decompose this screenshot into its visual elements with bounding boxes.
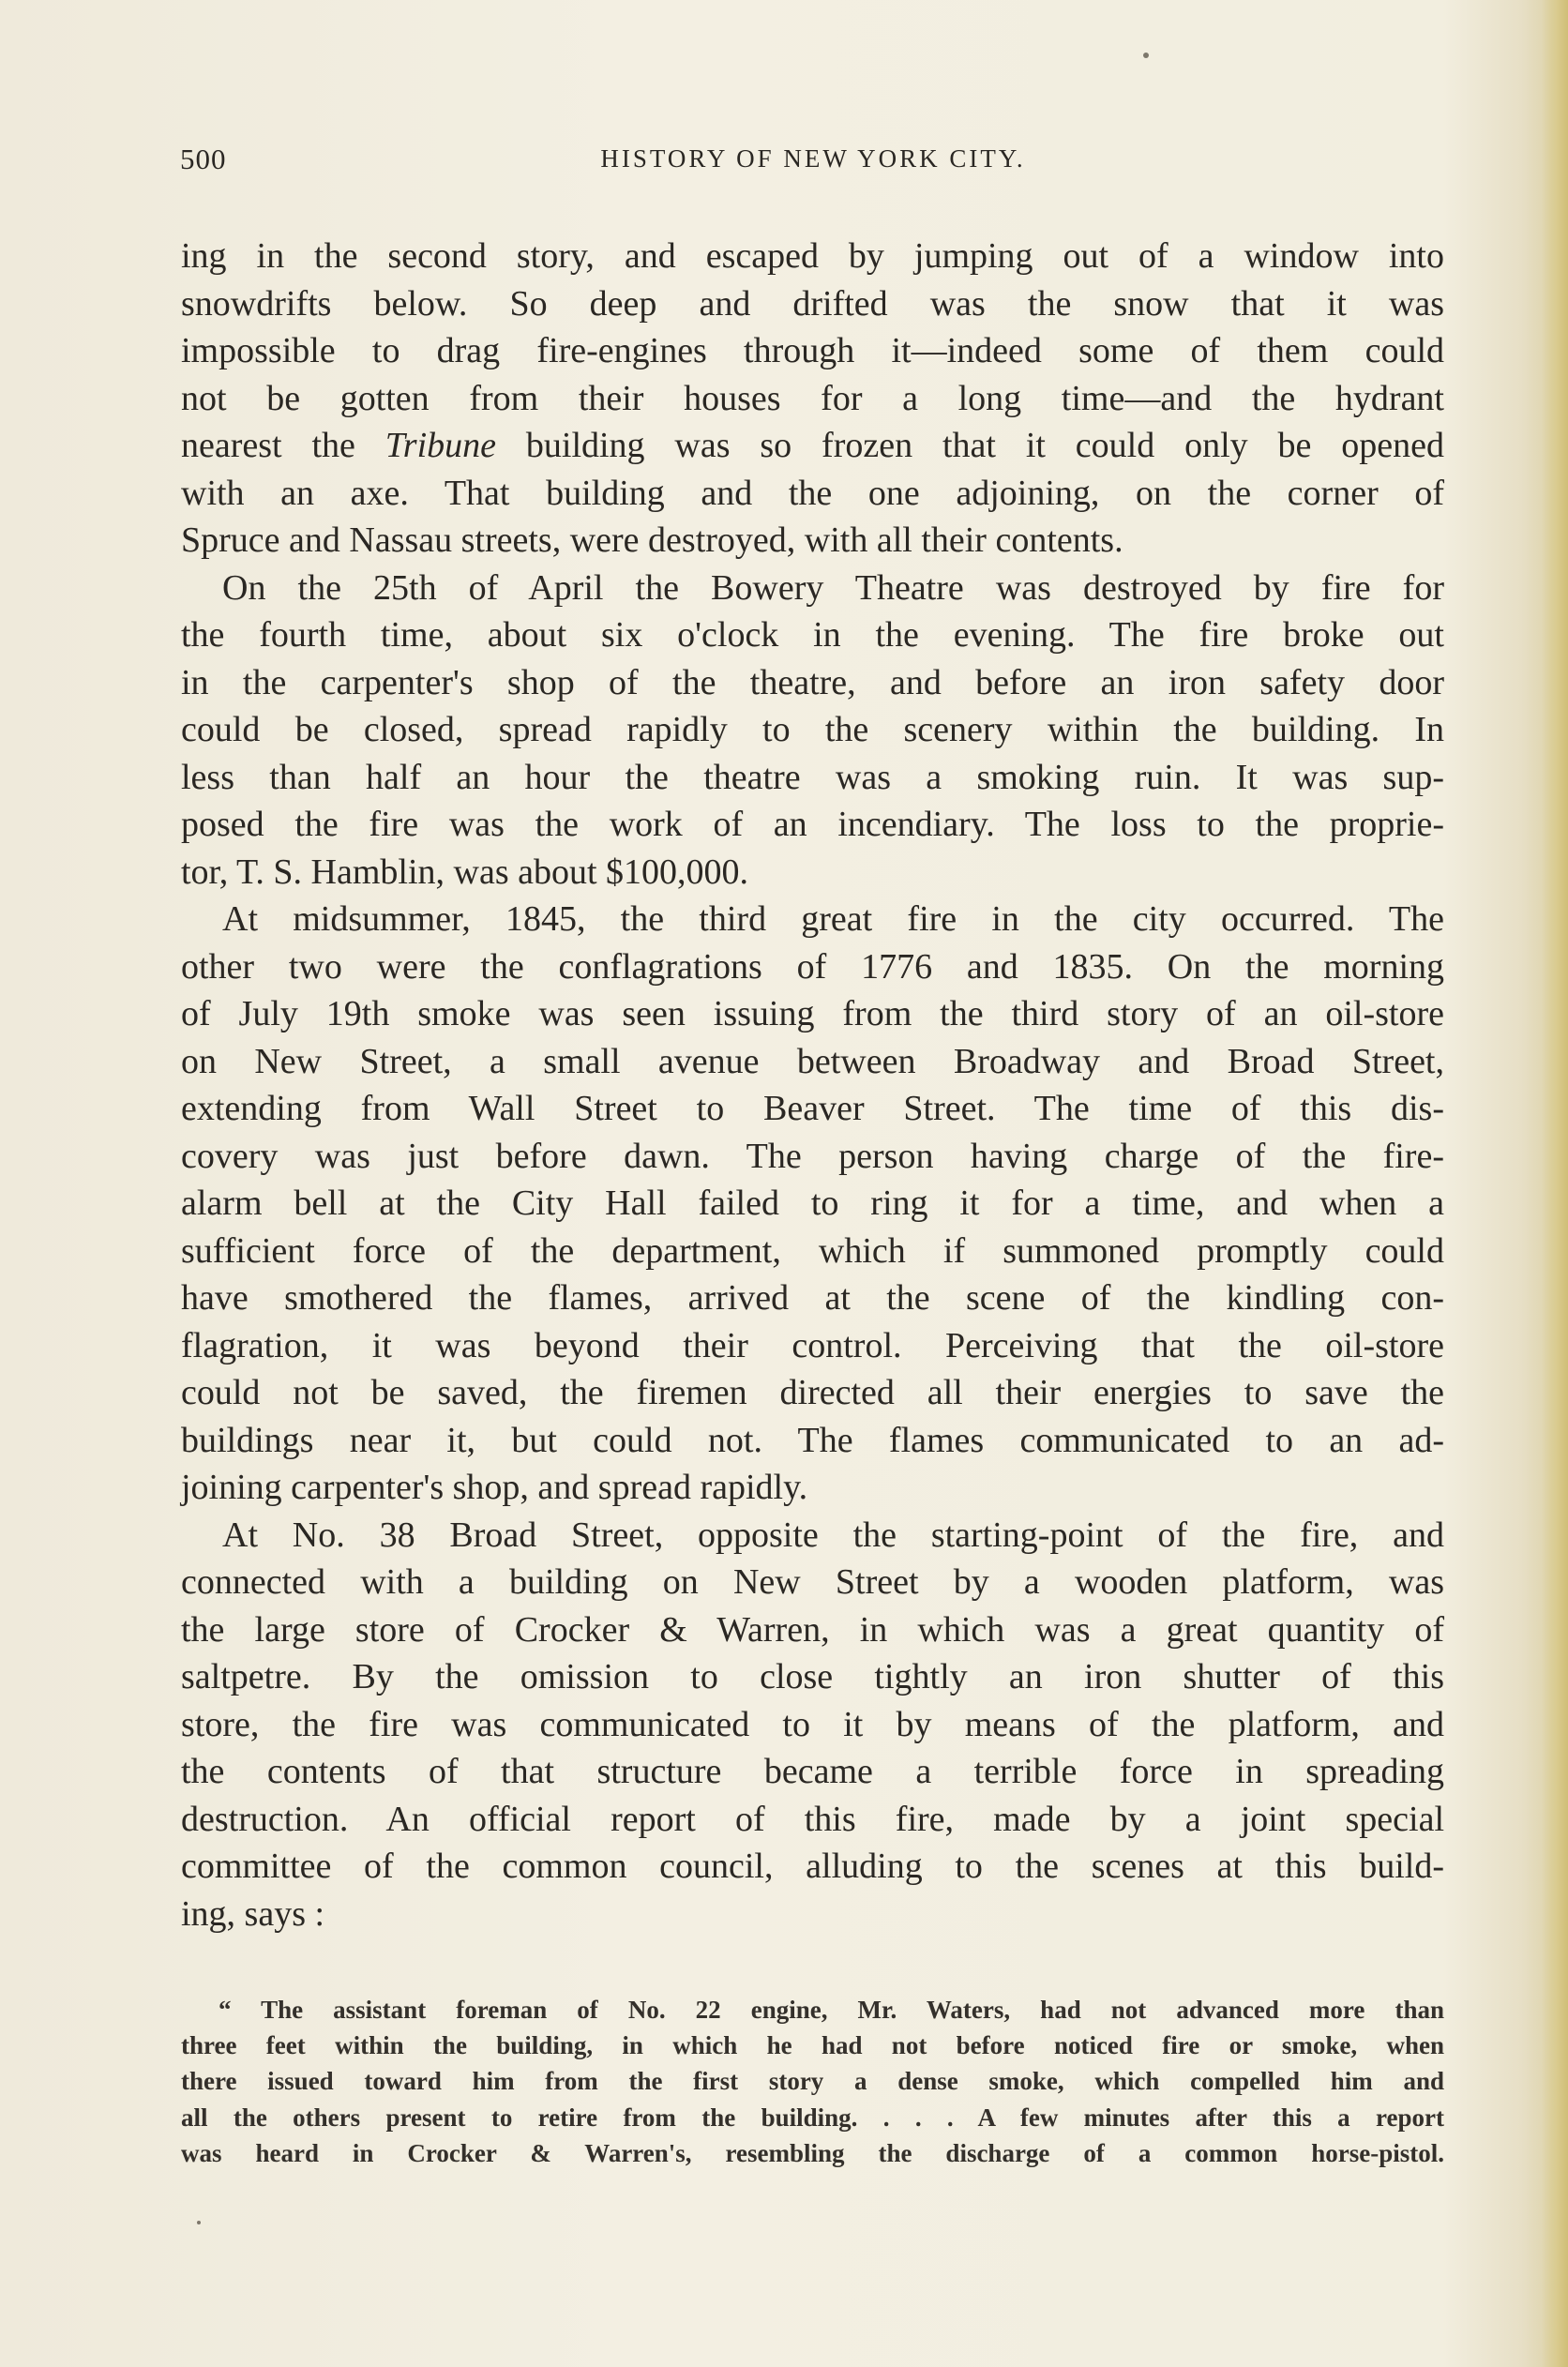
text-line: flagration, it was beyond their control. Perceiving that the oil-store bbox=[181, 1325, 1444, 1365]
text-line: posed the fire was the work of an incendiary. The loss to the proprie- bbox=[181, 805, 1444, 844]
text-line: other two were the conflagrations of 1776 and 1835. On the morning bbox=[181, 946, 1444, 987]
text-line: connected with a building on New Street by a wooden platform, was bbox=[181, 1562, 1444, 1602]
text-line: sufficient force of the department, which if summoned promptly could bbox=[181, 1230, 1444, 1271]
text-line: committee of the common council, alluding to the scenes at this build- bbox=[181, 1847, 1444, 1886]
text-line: buildings near it, but could not. The flames communicated to an ad- bbox=[181, 1420, 1444, 1460]
text-line: in the carpenter's shop of the theatre, and before an iron safety door bbox=[181, 662, 1444, 702]
text-line: joining carpenter's shop, and spread rapidly. bbox=[181, 1468, 808, 1507]
block-quote bbox=[181, 1992, 1444, 2171]
text-line: less than half an hour the theatre was a smoking ruin. It was sup- bbox=[181, 757, 1444, 797]
body-text bbox=[181, 233, 1444, 1937]
paragraph-first-line: At midsummer, 1845, the third great fire in the city occurred. The bbox=[222, 899, 1444, 939]
page-number: 500 bbox=[180, 143, 227, 175]
text-line: with an axe. That building and the one adjoining, on the corner of bbox=[181, 473, 1444, 513]
text-line: of July 19th smoke was seen issuing from the third story of an oil-store bbox=[181, 994, 1444, 1033]
text-line: covery was just before dawn. The person having charge of the fire- bbox=[181, 1136, 1444, 1176]
paragraph-first-line: At No. 38 Broad Street, opposite the starting-point of the fire, and bbox=[222, 1515, 1444, 1555]
paragraph-first-line: On the 25th of April the Bowery Theatre was destroyed by fire for bbox=[222, 567, 1444, 608]
text-line: store, the fire was communicated to it by means of the platform, and bbox=[181, 1704, 1444, 1744]
text-line: could be closed, spread rapidly to the scenery within the building. In bbox=[181, 710, 1444, 749]
text-line: have smothered the flames, arrived at the scene of the kindling con- bbox=[181, 1278, 1444, 1318]
text-line: could not be saved, the firemen directed all their energies to save the bbox=[181, 1373, 1444, 1412]
page-gilt-edge bbox=[1542, 0, 1568, 2367]
text-line: not be gotten from their houses for a long time—and the hydrant bbox=[181, 378, 1444, 418]
text-line: nearest the Tribune building was so frozen that it could only be opened bbox=[181, 426, 1444, 465]
text-line: snowdrifts below. So deep and drifted was the snow that it was bbox=[181, 283, 1444, 324]
text-line: extending from Wall Street to Beaver Street. The time of this dis- bbox=[181, 1089, 1444, 1128]
quote-line: all the others present to retire from the building. . . . A few minutes after this a report bbox=[181, 2103, 1444, 2132]
text-line: ing, says : bbox=[181, 1893, 325, 1934]
text-line: the contents of that structure became a terrible force in spreading bbox=[181, 1752, 1444, 1791]
quote-line: “ The assistant foreman of No. 22 engine, Mr. Waters, had not advanced more than bbox=[219, 1996, 1444, 2024]
text-line: ing in the second story, and escaped by jumping out of a window into bbox=[181, 236, 1444, 276]
text-line: alarm bell at the City Hall failed to ring it for a time, and when a bbox=[181, 1184, 1444, 1223]
ink-speck bbox=[197, 2221, 201, 2224]
text-line: impossible to drag fire-engines through it—indeed some of them could bbox=[181, 331, 1444, 370]
text-line: saltpetre. By the omission to close tightly an iron shutter of this bbox=[181, 1657, 1444, 1696]
text-line: Spruce and Nassau streets, were destroyed, with all their contents. bbox=[181, 520, 1123, 560]
text-line: tor, T. S. Hamblin, was about $100,000. bbox=[181, 852, 749, 892]
ink-speck bbox=[1143, 53, 1149, 58]
page-header bbox=[180, 143, 1446, 184]
running-head: HISTORY OF NEW YORK CITY. bbox=[600, 144, 1026, 173]
quote-line: three feet within the building, in which he had not before noticed fire or smoke, when bbox=[181, 2031, 1444, 2060]
quote-line: was heard in Crocker & Warren's, resembling the discharge of a common horse-pistol. bbox=[181, 2138, 1444, 2167]
quote-line: there issued toward him from the first story a dense smoke, which compelled him and bbox=[181, 2067, 1444, 2096]
newspaper-title: Tribune bbox=[384, 426, 497, 465]
text-line: the large store of Crocker & Warren, in which was a great quantity of bbox=[181, 1609, 1444, 1650]
text-line: on New Street, a small avenue between Broadway and Broad Street, bbox=[181, 1041, 1444, 1081]
text-line: the fourth time, about six o'clock in the evening. The fire broke out bbox=[181, 615, 1444, 655]
text-line: destruction. An official report of this fire, made by a joint special bbox=[181, 1799, 1444, 1839]
